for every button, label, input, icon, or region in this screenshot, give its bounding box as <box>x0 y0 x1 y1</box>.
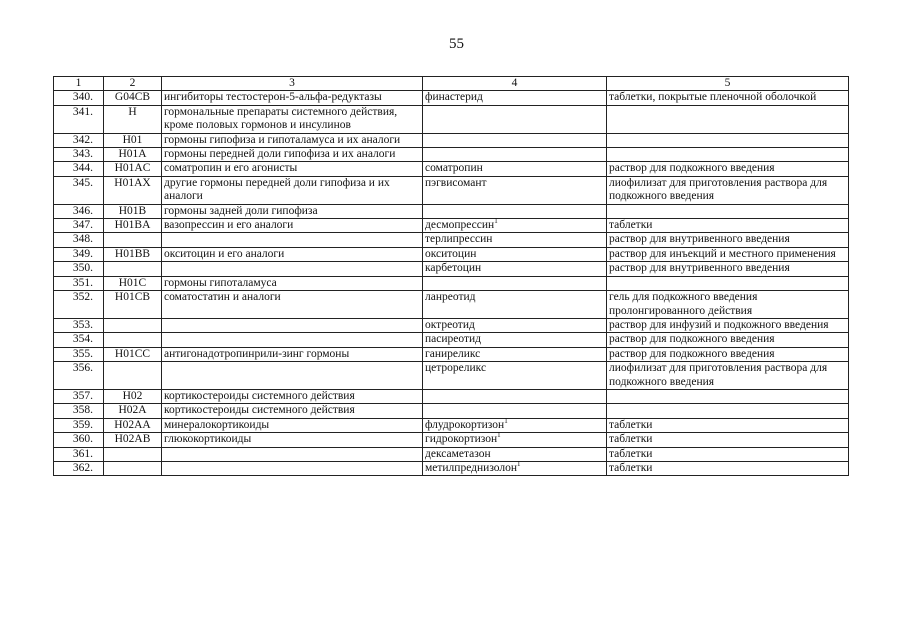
table-row <box>54 404 849 418</box>
row-number-cell <box>54 247 104 261</box>
atc-code-cell <box>104 447 162 461</box>
group-name-text: кортикостероиды системного действия <box>164 389 355 402</box>
row-number-cell <box>54 105 104 133</box>
drug-table <box>53 76 849 476</box>
drug-name-text: цетрореликс <box>425 362 487 375</box>
atc-code-cell <box>104 291 162 319</box>
dosage-form-cell <box>607 447 849 461</box>
table-row <box>54 291 849 319</box>
drug-name-cell <box>423 133 607 147</box>
drug-name-text: ганиреликс <box>425 347 481 360</box>
group-name-cell <box>162 291 423 319</box>
atc-code-text: H01AC <box>114 162 151 175</box>
atc-code-cell <box>104 105 162 133</box>
drug-name-text: финастерид <box>425 91 483 104</box>
row-number-cell <box>54 461 104 475</box>
row-number-cell <box>54 91 104 105</box>
drug-name-text: окситоцин <box>425 247 477 260</box>
atc-code-cell <box>104 318 162 332</box>
row-number-cell <box>54 333 104 347</box>
dosage-form-cell <box>607 148 849 162</box>
drug-name-cell <box>423 233 607 247</box>
group-name-cell <box>162 233 423 247</box>
group-name-cell <box>162 247 423 261</box>
dosage-form-cell <box>607 276 849 290</box>
drug-name-text: соматропин <box>425 162 483 175</box>
table-row <box>54 347 849 361</box>
atc-code-text: H01C <box>118 276 147 289</box>
row-number-cell <box>54 148 104 162</box>
footnote-marker: 1 <box>504 416 508 425</box>
row-number-text: 358. <box>72 404 93 417</box>
dosage-form-cell <box>607 461 849 475</box>
dosage-form-text: гель для подкожного введения пролонгированного действия <box>609 291 758 317</box>
dosage-form-cell <box>607 418 849 432</box>
row-number-cell <box>54 276 104 290</box>
group-name-cell <box>162 333 423 347</box>
atc-code-cell <box>104 247 162 261</box>
drug-name-text: терлипрессин <box>425 233 493 246</box>
row-number-cell <box>54 133 104 147</box>
atc-code-cell <box>104 262 162 276</box>
footnote-marker: 1 <box>517 460 521 469</box>
atc-code-text: H02AA <box>114 418 151 431</box>
row-number-text: 360. <box>72 433 93 446</box>
atc-code-cell <box>104 347 162 361</box>
dosage-form-text: лиофилизат для приготовления раствора для подкожного введения <box>609 176 828 203</box>
group-name-text: гормоны гипоталамуса <box>164 276 277 289</box>
column-header: 1 <box>54 77 104 91</box>
group-name-text: минералокортикоиды <box>164 418 270 431</box>
table-row <box>54 318 849 332</box>
dosage-form-cell <box>607 162 849 176</box>
group-name-cell <box>162 404 423 418</box>
row-number-cell <box>54 262 104 276</box>
drug-name-cell <box>423 162 607 176</box>
table-row <box>54 447 849 461</box>
dosage-form-cell <box>607 176 849 204</box>
drug-name-text: карбетоцин <box>425 262 482 275</box>
row-number-cell <box>54 447 104 461</box>
table-row <box>54 176 849 204</box>
group-name-text: окситоцин и его аналоги <box>164 247 285 260</box>
dosage-form-text: раствор для инфузий и подкожного введения <box>609 318 829 331</box>
group-name-cell <box>162 318 423 332</box>
drug-name-cell <box>423 418 607 432</box>
row-number-text: 346. <box>72 204 93 217</box>
row-number-text: 344. <box>72 162 93 175</box>
table-row <box>54 91 849 105</box>
drug-name-cell <box>423 433 607 447</box>
drug-name-cell <box>423 318 607 332</box>
column-header: 4 <box>423 77 607 91</box>
drug-name-text: пасиреотид <box>425 333 482 346</box>
table-row <box>54 362 849 390</box>
drug-name-cell <box>423 176 607 204</box>
atc-code-cell <box>104 418 162 432</box>
row-number-text: 352. <box>72 291 93 304</box>
table-row <box>54 162 849 176</box>
atc-code-cell <box>104 333 162 347</box>
row-number-text: 356. <box>72 362 93 375</box>
group-name-cell <box>162 219 423 233</box>
drug-name-cell <box>423 333 607 347</box>
group-name-cell <box>162 148 423 162</box>
group-name-cell <box>162 204 423 218</box>
group-name-text: соматостатин и аналоги <box>164 291 281 304</box>
row-number-text: 361. <box>72 447 93 460</box>
group-name-text: гормоны гипофиза и гипоталамуса и их аналоги <box>164 133 401 146</box>
group-name-cell <box>162 133 423 147</box>
group-name-text: другие гормоны передней доли гипофиза и их аналоги <box>164 176 390 203</box>
dosage-form-text: лиофилизат для приготовления раствора для подкожного введения <box>609 362 828 388</box>
atc-code-cell <box>104 133 162 147</box>
dosage-form-text: таблетки <box>609 461 653 474</box>
atc-code-cell <box>104 162 162 176</box>
row-number-text: 355. <box>72 347 93 360</box>
dosage-form-cell <box>607 233 849 247</box>
row-number-text: 348. <box>72 233 93 246</box>
row-number-text: 350. <box>72 262 93 275</box>
atc-code-cell <box>104 176 162 204</box>
row-number-text: 341. <box>72 105 93 118</box>
group-name-cell <box>162 262 423 276</box>
dosage-form-text: раствор для подкожного введения <box>609 162 775 175</box>
dosage-form-cell <box>607 333 849 347</box>
group-name-text: соматропин и его агонисты <box>164 162 298 175</box>
dosage-form-cell <box>607 262 849 276</box>
group-name-cell <box>162 105 423 133</box>
group-name-cell <box>162 276 423 290</box>
group-name-cell <box>162 362 423 390</box>
group-name-text: глюкокортикоиды <box>164 433 252 446</box>
drug-name-cell <box>423 91 607 105</box>
drug-name-cell <box>423 389 607 403</box>
table-row <box>54 389 849 403</box>
drug-name-text: ланреотид <box>425 291 476 304</box>
group-name-cell <box>162 91 423 105</box>
row-number-cell <box>54 291 104 319</box>
atc-code-text: H01AX <box>114 176 151 189</box>
row-number-text: 362. <box>72 461 93 474</box>
row-number-text: 349. <box>72 247 93 260</box>
row-number-cell <box>54 204 104 218</box>
footnote-marker: 1 <box>494 217 498 226</box>
table-row <box>54 262 849 276</box>
drug-name-text: пэгвисомант <box>425 176 487 189</box>
dosage-form-text: таблетки <box>609 447 653 460</box>
dosage-form-text: раствор для инъекций и местного применения <box>609 247 836 260</box>
table-row <box>54 105 849 133</box>
footnote-marker: 1 <box>497 431 501 440</box>
atc-code-cell <box>104 461 162 475</box>
atc-code-text: H <box>128 105 137 118</box>
drug-name-text: гидрокортизон <box>425 433 498 446</box>
row-number-cell <box>54 318 104 332</box>
dosage-form-cell <box>607 291 849 319</box>
group-name-cell <box>162 418 423 432</box>
group-name-cell <box>162 162 423 176</box>
drug-name-cell <box>423 291 607 319</box>
row-number-cell <box>54 176 104 204</box>
dosage-form-text: раствор для подкожного введения <box>609 347 775 360</box>
row-number-text: 342. <box>72 133 93 146</box>
dosage-form-text: раствор для подкожного введения <box>609 333 775 346</box>
dosage-form-cell <box>607 133 849 147</box>
table-row <box>54 433 849 447</box>
dosage-form-text: таблетки <box>609 433 653 446</box>
atc-code-text: H02 <box>122 389 143 402</box>
row-number-text: 354. <box>72 333 93 346</box>
atc-code-text: H01CB <box>114 291 151 304</box>
dosage-form-text: таблетки <box>609 418 653 431</box>
atc-code-text: H02A <box>118 404 147 417</box>
group-name-cell <box>162 433 423 447</box>
dosage-form-cell <box>607 219 849 233</box>
table-row <box>54 204 849 218</box>
group-name-cell <box>162 389 423 403</box>
drug-name-cell <box>423 105 607 133</box>
row-number-cell <box>54 347 104 361</box>
row-number-cell <box>54 219 104 233</box>
page-number: 55 <box>449 36 464 52</box>
atc-code-text: H02AB <box>114 433 151 446</box>
group-name-text: вазопрессин и его аналоги <box>164 219 294 232</box>
row-number-cell <box>54 389 104 403</box>
drug-name-text: метилпреднизолон <box>425 461 518 474</box>
atc-code-text: H01 <box>122 133 143 146</box>
group-name-text: гормональные препараты системного действия, кроме половых гормонов и инсулинов <box>164 105 398 132</box>
atc-code-cell <box>104 389 162 403</box>
atc-code-cell <box>104 362 162 390</box>
group-name-cell <box>162 347 423 361</box>
group-name-text: ингибиторы тестостерон-5-альфа-редуктазы <box>164 91 382 104</box>
group-name-text: кортикостероиды системного действия <box>164 404 355 417</box>
table-row <box>54 233 849 247</box>
atc-code-cell <box>104 219 162 233</box>
atc-code-cell <box>104 233 162 247</box>
table-row <box>54 133 849 147</box>
row-number-cell <box>54 433 104 447</box>
atc-code-text: H01CC <box>114 347 151 360</box>
atc-code-text: H01BA <box>114 219 151 232</box>
row-number-text: 343. <box>72 148 93 161</box>
atc-code-cell <box>104 433 162 447</box>
dosage-form-cell <box>607 318 849 332</box>
row-number-text: 351. <box>72 276 93 289</box>
dosage-form-text: раствор для внутривенного введения <box>609 233 790 246</box>
table-row <box>54 418 849 432</box>
table-row <box>54 148 849 162</box>
table-row <box>54 333 849 347</box>
drug-name-cell <box>423 219 607 233</box>
drug-name-cell <box>423 204 607 218</box>
drug-name-cell <box>423 262 607 276</box>
atc-code-text: H01A <box>118 148 147 161</box>
group-name-text: гормоны задней доли гипофиза <box>164 204 318 217</box>
atc-code-cell <box>104 404 162 418</box>
atc-code-text: G04CB <box>114 91 151 104</box>
group-name-text: антигонадотропинрили-зинг гормоны <box>164 347 350 360</box>
row-number-text: 345. <box>72 176 93 189</box>
drug-name-text: десмопрессин <box>425 219 495 232</box>
dosage-form-text: таблетки <box>609 219 653 232</box>
row-number-cell <box>54 233 104 247</box>
column-header: 2 <box>104 77 162 91</box>
drug-name-cell <box>423 347 607 361</box>
group-name-cell <box>162 176 423 204</box>
dosage-form-cell <box>607 347 849 361</box>
atc-code-cell <box>104 204 162 218</box>
drug-name-cell <box>423 362 607 390</box>
group-name-cell <box>162 461 423 475</box>
row-number-cell <box>54 418 104 432</box>
dosage-form-cell <box>607 105 849 133</box>
drug-name-text: октреотид <box>425 318 475 331</box>
dosage-form-cell <box>607 247 849 261</box>
group-name-text: гормоны передней доли гипофиза и их аналоги <box>164 148 396 161</box>
atc-code-cell <box>104 276 162 290</box>
row-number-text: 357. <box>72 389 93 402</box>
dosage-form-text: таблетки, покрытые пленочной оболочкой <box>609 91 817 104</box>
atc-code-text: H01BB <box>114 247 151 260</box>
atc-code-cell <box>104 91 162 105</box>
drug-name-cell <box>423 404 607 418</box>
row-number-text: 353. <box>72 318 93 331</box>
row-number-text: 347. <box>72 219 93 232</box>
drug-name-text: флудрокортизон <box>425 418 505 431</box>
dosage-form-cell <box>607 433 849 447</box>
dosage-form-cell <box>607 404 849 418</box>
row-number-cell <box>54 162 104 176</box>
row-number-text: 359. <box>72 418 93 431</box>
row-number-cell <box>54 404 104 418</box>
table-row <box>54 276 849 290</box>
column-header: 3 <box>162 77 423 91</box>
dosage-form-cell <box>607 389 849 403</box>
atc-code-text: H01B <box>118 204 147 217</box>
table-row <box>54 247 849 261</box>
drug-name-cell <box>423 447 607 461</box>
drug-name-cell <box>423 276 607 290</box>
atc-code-cell <box>104 148 162 162</box>
drug-name-cell <box>423 247 607 261</box>
header-row <box>54 77 849 91</box>
dosage-form-text: раствор для внутривенного введения <box>609 262 790 275</box>
table-row <box>54 219 849 233</box>
drug-name-cell <box>423 148 607 162</box>
dosage-form-cell <box>607 362 849 390</box>
row-number-text: 340. <box>72 91 93 104</box>
dosage-form-cell <box>607 91 849 105</box>
row-number-cell <box>54 362 104 390</box>
table-row <box>54 461 849 475</box>
drug-name-cell <box>423 461 607 475</box>
drug-name-text: дексаметазон <box>425 447 491 460</box>
dosage-form-cell <box>607 204 849 218</box>
group-name-cell <box>162 447 423 461</box>
column-header: 5 <box>607 77 849 91</box>
